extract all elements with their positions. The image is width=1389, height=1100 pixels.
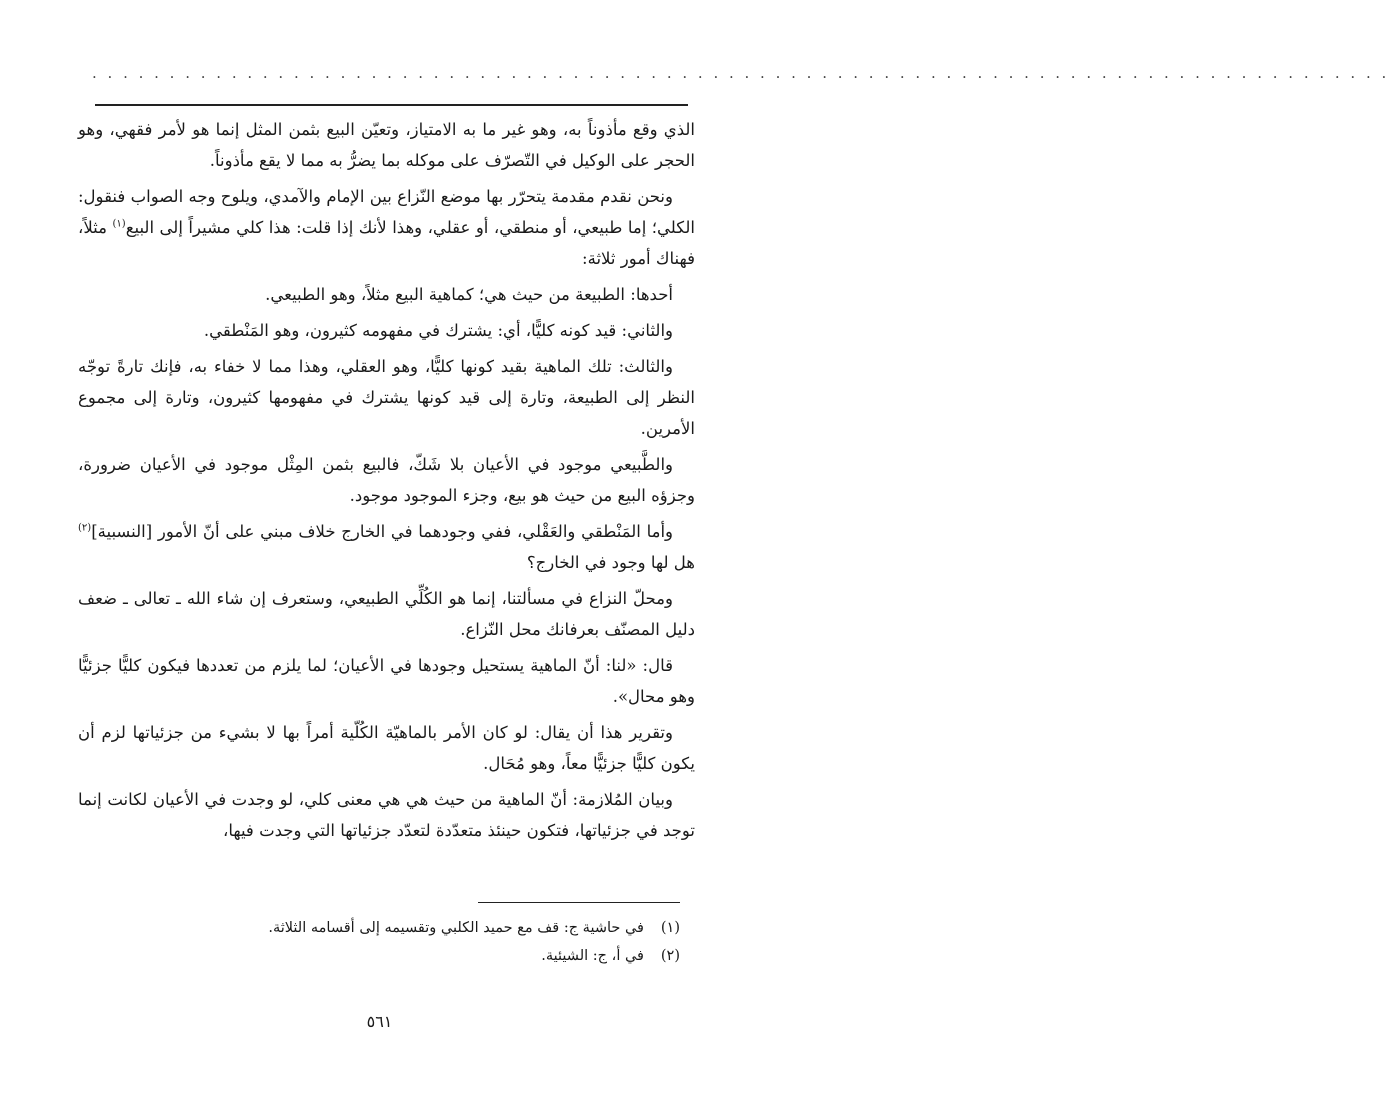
paragraph: الذي وقع مأذوناً به، وهو غير ما به الامتياز، وتعيّن البيع بثمن المثل إنما هو لأمر فقهي، وهو الحجر على الوكيل في التّصرّف على موكله بما يضرُّ به مما لا يقع مأذوناً. bbox=[78, 120, 695, 170]
header-dotted-line: . . . . . . . . . . . . . . . . . . . . . . . . . . . . . . . . . . . . . . . . . . . . . . . . . . . . . . . . . . . . . . . . . . . . . . . . . . . . . . . . . . . . bbox=[92, 64, 1389, 82]
footnotes bbox=[90, 914, 680, 970]
paragraph: ومحلّ النزاع في مسألتنا، إنما هو الكُلِّي الطبيعي، وستعرف إن شاء الله ـ تعالى ـ ضعف دليل المصنّف بعرفانك محل النّزاع. bbox=[78, 589, 695, 639]
footnote-number: (٢) bbox=[660, 948, 680, 964]
paragraph-text: مثلاً، فهناك أمور ثلاثة: bbox=[78, 218, 695, 268]
page-number: ٥٦١ bbox=[366, 1012, 393, 1031]
footnote-text: في أ، ج: الشيئية. bbox=[541, 948, 644, 964]
footnote-ref: (١) bbox=[112, 218, 126, 230]
footnote-number: (١) bbox=[660, 920, 680, 936]
paragraph bbox=[78, 516, 695, 578]
paragraph-text: وأما المَنْطقي والعَقْلي، ففي وجودهما في الخارج خلاف مبني على أنّ الأمور [النسبية] bbox=[91, 522, 673, 541]
paragraph: وتقرير هذا أن يقال: لو كان الأمر بالماهيّة الكُلّية أمراً بها لا بشيء من جزئياتها لزم أن يكون كليًّا جزئيًّا معاً، وهو مُحَال. bbox=[78, 723, 695, 773]
footnote bbox=[90, 942, 680, 970]
paragraph bbox=[78, 181, 695, 274]
paragraph: قال: «لنا: أنّ الماهية يستحيل وجودها في الأعيان؛ لما يلزم من تعددها فيكون كليًّا جزئيًّا وهو محال». bbox=[78, 656, 695, 706]
footnote-text: في حاشية ج: قف مع حميد الكلبي وتقسيمه إلى أقسامه الثلاثة. bbox=[268, 920, 644, 936]
footnote-rule bbox=[478, 902, 680, 903]
footnote bbox=[90, 914, 680, 942]
footnote-ref: (٢) bbox=[78, 522, 92, 534]
paragraph: والثاني: قيد كونه كليًّا، أي: يشترك في مفهومه كثيرون، وهو المَنْطقي. bbox=[203, 321, 673, 340]
paragraph: أحدها: الطبيعة من حيث هي؛ كماهية البيع مثلاً، وهو الطبيعي. bbox=[265, 285, 673, 304]
paragraph-text: هل لها وجود في الخارج؟ bbox=[526, 553, 695, 572]
header-rule bbox=[95, 104, 688, 106]
paragraph: والثالث: تلك الماهية بقيد كونها كليًّا، وهو العقلي، وهذا مما لا خفاء به، فإنك تارةً توجّه النظر إلى الطبيعة، وتارة إلى قيد كونها يشترك في مفهومها كثيرون، وتارة إلى مجموع الأمرين. bbox=[78, 357, 695, 438]
paragraph: والطَّبيعي موجود في الأعيان بلا شَكّ، فالبيع بثمن المِثْل موجود في الأعيان ضرورة، وجزؤه البيع من حيث هو بيع، وجزء الموجود موجود. bbox=[78, 455, 695, 505]
main-text bbox=[78, 114, 695, 851]
paragraph: وبيان المُلازمة: أنّ الماهية من حيث هي هي معنى كلي، لو وجدت في الأعيان لكانت إنما توجد في جزئياتها، فتكون حينئذ متعدّدة لتعدّد جزئياتها التي وجدت فيها، bbox=[78, 790, 695, 840]
paragraph-text: ونحن نقدم مقدمة يتحرّر بها موضع النّزاع بين الإمام والآمدي، ويلوح وجه الصواب فنقول: الكلي؛ إما طبيعي، أو منطقي، أو عقلي، وهذا لأنك إذا قلت: هذا كلي مشيراً إلى البيع bbox=[78, 187, 695, 237]
